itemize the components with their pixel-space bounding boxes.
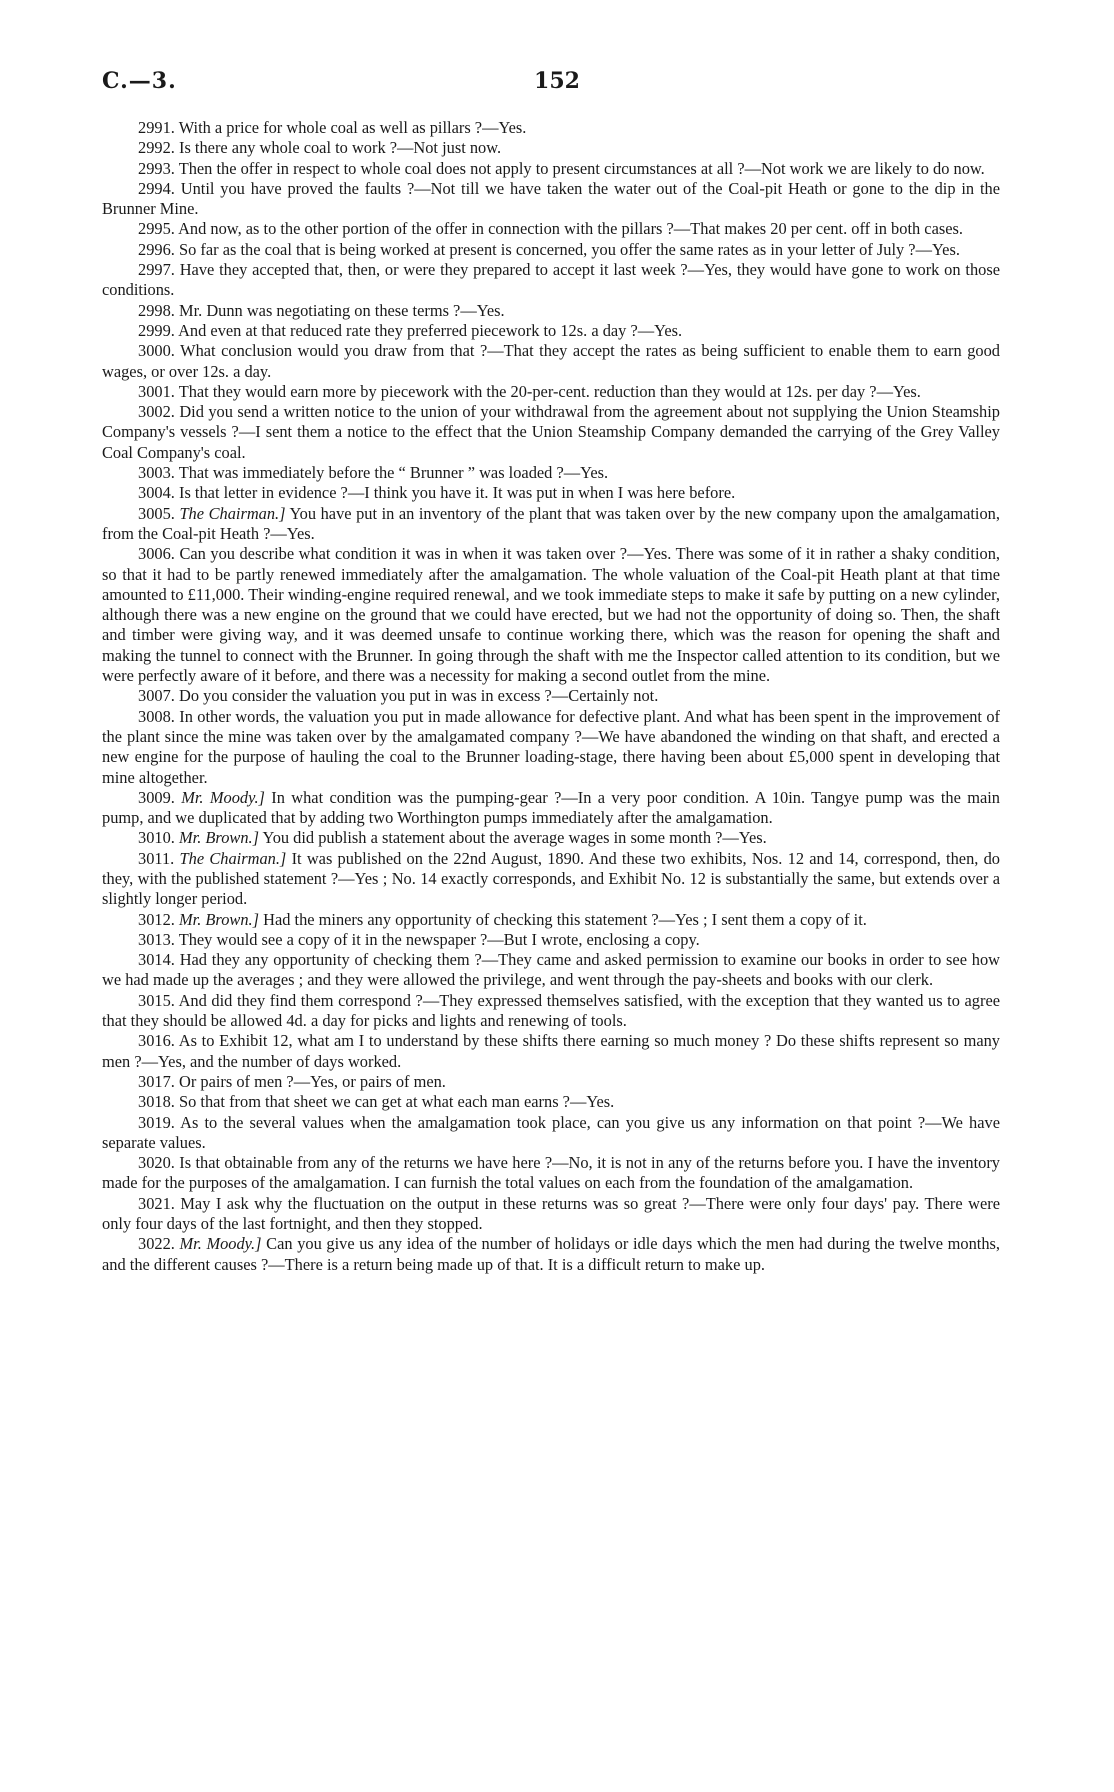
question-number: 3013. — [138, 929, 175, 949]
question-paragraph — [102, 950, 1000, 991]
question-number: 2991. — [138, 118, 175, 137]
question-paragraph — [102, 1194, 1000, 1235]
question-text: So far as the coal that is being worked at present is concerned, you offer the same rates as in your letter of July ?—Yes. — [179, 239, 960, 259]
speaker-name: Mr. Moody.] — [179, 1234, 262, 1254]
question-number: 3002. — [138, 402, 175, 422]
question-number: 3021. — [138, 1193, 175, 1213]
question-number: 3012. — [138, 909, 175, 929]
question-text: What conclusion would you draw from that ?—That they accept the rates as being sufficient to enable them to earn good wages, or over 12s. a day. — [102, 341, 1000, 381]
question-text: As to Exhibit 12, what am I to understand by these shifts there earning so much money ? Do these shifts represent so many men ?—Yes, and the number of days worked. — [102, 1031, 1000, 1071]
question-number: 3004. — [138, 483, 175, 503]
question-text: Then the offer in respect to whole coal does not apply to present circumstances at all ?—Not work we are likely to do now. — [178, 158, 985, 178]
question-text: Is that obtainable from any of the returns we have here ?—No, it is not in any of the returns before you. I have the inventory made for the purposes of the amalgamation. I can furnish the total values on each from the foundation of the amalgamation. — [102, 1153, 1000, 1193]
question-text: And even at that reduced rate they preferred piecework to 12s. a day ?—Yes. — [178, 320, 683, 340]
question-paragraph — [102, 1031, 1000, 1072]
question-paragraph — [102, 118, 1000, 138]
question-paragraph — [102, 138, 1000, 158]
question-text: Until you have proved the faults ?—Not till we have taken the water out of the Coal-pit Heath or gone to the dip in the Brunner Mine. — [102, 178, 1000, 219]
question-paragraph — [102, 930, 1000, 950]
question-number: 2996. — [138, 239, 175, 259]
question-number: 3022. — [138, 1234, 175, 1254]
speaker-name: Mr. Brown.] — [179, 828, 259, 848]
question-paragraph — [102, 463, 1000, 483]
question-number: 3009. — [138, 787, 175, 807]
question-text: In other words, the valuation you put in made allowance for defective plant. And what has been spent in the improvement of the plant since the mine was taken over by the amalgamated company ?—We have abandoned the winding on that shaft, and erected a new engine for the purpose of hauling the coal to the Brunner loading-stage, there having been about £5,000 spent in developing that mine altogether. — [102, 706, 1001, 787]
question-number: 2993. — [138, 158, 175, 178]
question-text: And now, as to the other portion of the offer in connection with the pillars ?—That makes 20 per cent. off in both cases. — [178, 219, 963, 239]
question-paragraph — [102, 707, 1000, 788]
document-reference: C.—3. — [102, 68, 177, 94]
question-number: 3010. — [138, 828, 175, 848]
question-text: That they would earn more by piecework with the 20-per-cent. reduction than they would at 12s. per day ?—Yes. — [178, 381, 921, 401]
question-text: Can you describe what condition it was in when it was taken over ?—Yes. There was some of it in rather a shaky condition, so that it had to be partly renewed immediately after the amalgamation. The whole valuation of the Coal-pit Heath plant at that time amounted to £11,000. Their winding-engine required renewal, and we took immediate steps to make it safe by putting on a new cylinder, although there was a new engine on the ground that we could have erected, but we had not the opportunity of doing so. Then, the shaft and timber were giving way, and it was deemed unsafe to continue working there, which was the reason for opening the shaft and making the tunnel to connect with the Brunner. In going through the shaft with me the Inspector called attention to its condition, but we were perfectly aware of it before, and there was a necessity for making a second outlet from the mine. — [102, 544, 1000, 686]
question-text: Had the miners any opportunity of checking this statement ?—Yes ; I sent them a copy of it. — [263, 909, 867, 929]
question-text: Had they any opportunity of checking them ?—They came and asked permission to examine our books in order to see how we had made up the averages ; and they were allowed the privilege, and went through the pay-sheets and books with our clerk. — [102, 950, 1000, 990]
question-number: 3000. — [138, 341, 175, 361]
question-paragraph — [102, 1234, 1000, 1275]
question-paragraph — [102, 686, 1000, 706]
question-text: And did they find them correspond ?—They expressed themselves satisfied, with the exception that they wanted us to agree that they should be allowed 4d. a day for picks and lights and renewing of tools. — [102, 990, 1000, 1031]
question-text: With a price for whole coal as well as pillars ?—Yes. — [178, 118, 527, 137]
question-paragraph — [102, 991, 1000, 1032]
question-number: 3017. — [138, 1071, 175, 1091]
question-paragraph — [102, 159, 1000, 179]
question-paragraph — [102, 1153, 1000, 1194]
question-text: That was immediately before the “ Brunner ” was loaded ?—Yes. — [178, 463, 609, 483]
speaker-name: Mr. Brown.] — [179, 909, 259, 929]
question-paragraph — [102, 240, 1000, 260]
speaker-name: The Chairman.] — [179, 848, 287, 868]
question-paragraph — [102, 544, 1000, 686]
question-paragraph — [102, 788, 1000, 829]
question-number: 2992. — [138, 138, 175, 158]
page-header — [102, 68, 1012, 98]
question-text: Can you give us any idea of the number of holidays or idle days which the men had during the twelve months, and the different causes ?—There is a return being made up of that. It is a difficult return to make up. — [102, 1234, 1000, 1274]
question-paragraph — [102, 1092, 1000, 1112]
question-number: 3003. — [138, 463, 175, 483]
question-text: Is that letter in evidence ?—I think you have it. It was put in when I was here before. — [179, 483, 736, 503]
question-number: 2995. — [138, 219, 175, 239]
question-number: 3018. — [138, 1092, 175, 1112]
question-paragraph — [102, 301, 1000, 321]
question-text: As to the several values when the amalgamation took place, can you give us any information on that point ?—We have separate values. — [102, 1112, 1000, 1152]
question-text: May I ask why the fluctuation on the output in these returns was so great ?—There were only four days' pay. There were only four days of the last fortnight, and then they stopped. — [102, 1193, 1000, 1234]
question-text: Did you send a written notice to the union of your withdrawal from the agreement about not supplying the Union Steamship Company's vessels ?—I sent them a notice to the effect that the Union Steamship Company demanded the carrying of the Grey Valley Coal Company's coal. — [102, 402, 1000, 462]
question-paragraph — [102, 321, 1000, 341]
question-text: Mr. Dunn was negotiating on these terms ?—Yes. — [179, 300, 505, 320]
question-number: 3011. — [138, 848, 175, 868]
question-number: 2999. — [138, 320, 175, 340]
question-paragraph — [102, 179, 1000, 220]
question-paragraph — [102, 402, 1000, 463]
question-number: 3015. — [138, 990, 175, 1010]
question-paragraph — [102, 828, 1000, 848]
question-paragraph — [102, 382, 1000, 402]
question-text: Do you consider the valuation you put in was in excess ?—Certainly not. — [179, 686, 659, 706]
question-text: You have put in an inventory of the plant that was taken over by the new company upon the amalgamation, from the Coal-pit Heath ?—Yes. — [102, 503, 1000, 543]
question-number: 2994. — [138, 178, 175, 198]
question-text: It was published on the 22nd August, 1890. And these two exhibits, Nos. 12 and 14, correspond, then, do they, with the published statement ?—Yes ; No. 14 exactly corresponds, and Exhibit No. 12 is substantially the same, but extends over a slightly longer period. — [102, 848, 1000, 909]
question-paragraph — [102, 260, 1000, 301]
question-paragraph — [102, 219, 1000, 239]
question-number: 3016. — [138, 1031, 175, 1051]
speaker-name: The Chairman.] — [179, 503, 286, 523]
question-text: You did publish a statement about the average wages in some month ?—Yes. — [262, 828, 767, 848]
question-text: So that from that sheet we can get at what each man earns ?—Yes. — [179, 1092, 615, 1112]
question-number: 3019. — [138, 1112, 175, 1132]
question-paragraph — [102, 910, 1000, 930]
question-text: Or pairs of men ?—Yes, or pairs of men. — [179, 1071, 446, 1091]
question-text: In what condition was the pumping-gear ?—In a very poor condition. A 10in. Tangye pump was the main pump, and we duplicated that by adding two Worthington pumps immediately after the amalgamation. — [102, 787, 1000, 828]
page-number: 152 — [534, 68, 580, 94]
document-body — [102, 118, 1000, 1275]
question-number: 3001. — [138, 381, 175, 401]
question-number: 3014. — [138, 950, 175, 970]
question-paragraph — [102, 504, 1000, 545]
question-paragraph — [102, 483, 1000, 503]
question-paragraph — [102, 1072, 1000, 1092]
question-number: 2997. — [138, 260, 175, 280]
question-number: 3006. — [138, 544, 175, 564]
question-number: 3008. — [138, 706, 175, 726]
question-number: 3007. — [138, 686, 175, 706]
question-number: 3020. — [138, 1153, 175, 1173]
question-paragraph — [102, 849, 1000, 910]
question-text: Is there any whole coal to work ?—Not just now. — [179, 138, 502, 158]
speaker-name: Mr. Moody.] — [181, 787, 265, 807]
question-text: They would see a copy of it in the newspaper ?—But I wrote, enclosing a copy. — [178, 929, 700, 949]
question-number: 3005. — [138, 503, 175, 523]
question-paragraph — [102, 1113, 1000, 1154]
question-paragraph — [102, 341, 1000, 382]
question-number: 2998. — [138, 300, 175, 320]
question-text: Have they accepted that, then, or were they prepared to accept it last week ?—Yes, they would have gone to work on those conditions. — [102, 260, 1000, 300]
